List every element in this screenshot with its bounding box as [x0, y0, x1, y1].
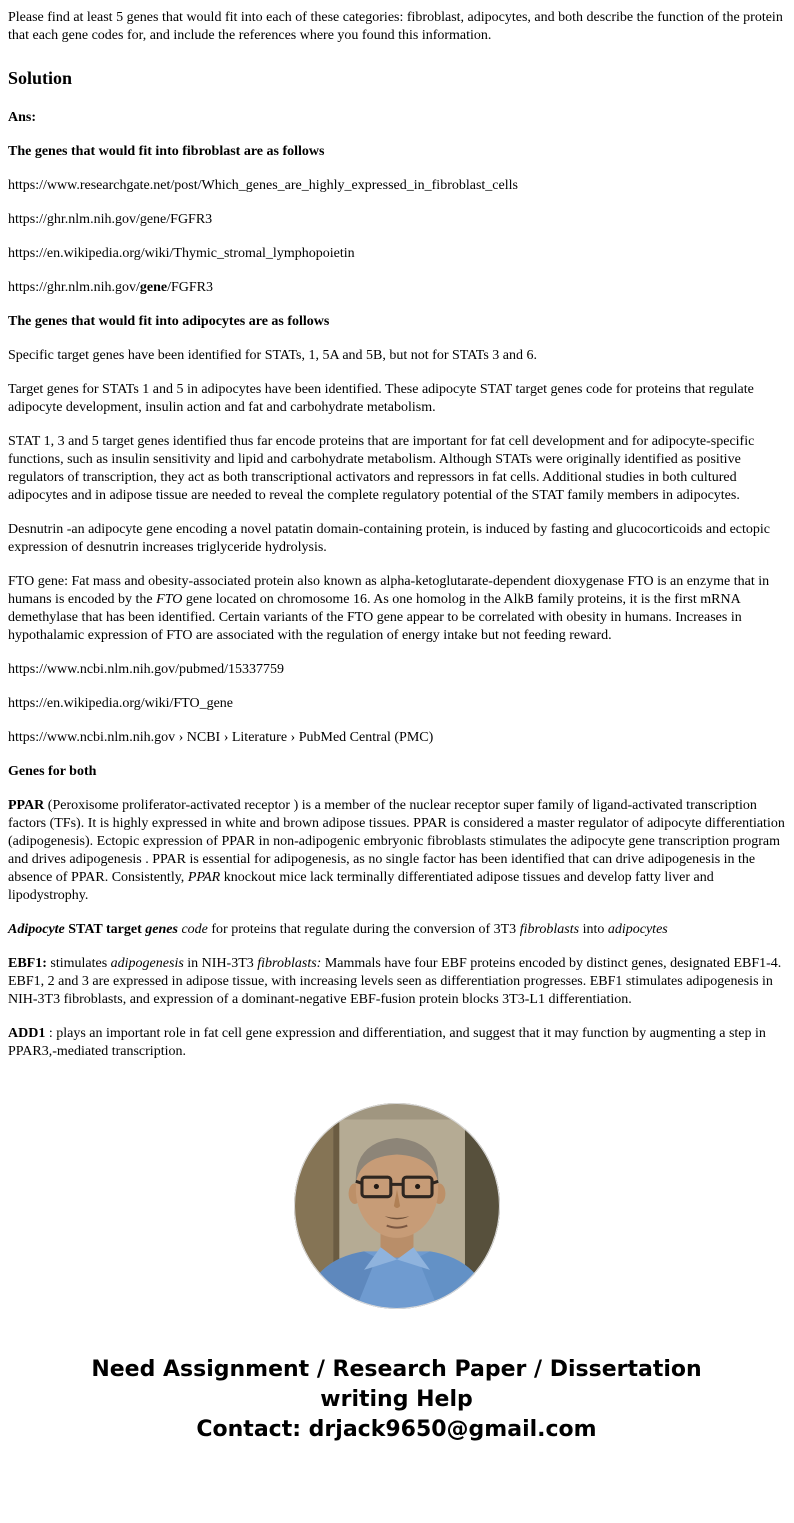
solution-heading: Solution — [8, 68, 73, 88]
reference-link-ncbi-breadcrumb: https://www.ncbi.nlm.nih.gov › NCBI › Literature › PubMed Central (PMC) — [8, 730, 434, 745]
reference-link-ghr-gene-fgfr3: https://ghr.nlm.nih.gov/gene/FGFR3 — [8, 280, 213, 295]
author-photo-container — [8, 1103, 785, 1309]
paragraph-stat-135: STAT 1, 3 and 5 target genes identified thus far encode proteins that are important for fat cell development and for adipocyte-specific functions, such as insulin sensitivity and lipid and carbohydrate metabolism. Although STATs were originally identified as positive regulators of transcription, they act as both transcriptional activators and repressors in fat cells. Additional studies in both cultured adipocytes and in adipose tissue are needed to reveal the complete regulatory potential of the STAT family members in adipocytes. — [8, 434, 755, 503]
fibroblast-section-heading: The genes that would fit into fibroblast are as follows — [8, 144, 325, 159]
paragraph-adipocyte-stat-target: Adipocyte STAT target genes code for proteins that regulate during the conversion of 3T3 fibroblasts into adipocytes — [8, 922, 668, 937]
paragraph-ppar: PPAR (Peroxisome proliferator-activated receptor ) is a member of the nuclear receptor super family of ligand-activated transcription factors (TFs). It is highly expressed in white and brown adipose tissues. PPAR is considered a master regulator of adipocyte differentiation (adipogenesis). Ectopic expression of PPAR in non-adipogenic embryonic fibroblasts stimulates the adipocyte gene transcription program and drives adipogenesis . PPAR is essential for adipogenesis, as no single factor has been identified that can drive adipogenesis in the absence of PPAR. Consistently, PPAR knockout mice lack terminally differentiated adipose tissues and develop fatty liver and lipodystrophy. — [8, 798, 785, 903]
adipocytes-section-heading: The genes that would fit into adipocytes are as follows — [8, 314, 330, 329]
paragraph-ebf1: EBF1: stimulates adipogenesis in NIH-3T3 fibroblasts: Mammals have four EBF proteins encoded by distinct genes, designated EBF1-4. EBF1, 2 and 3 are expressed in adipose tissue, with increasing levels seen as differentiation progresses. EBF1 stimulates adipogenesis in NIH-3T3 fibroblasts, and expression of a dominant-negative EBF-fusion protein blocks 3T3-L1 differentiation. — [8, 956, 782, 1007]
author-photo — [294, 1103, 500, 1309]
paragraph-add1: ADD1 : plays an important role in fat cell gene expression and differentiation, and suggest that it may function by augmenting a step in PPAR3,-mediated transcription. — [8, 1026, 766, 1059]
reference-link-ghr-fgfr3: https://ghr.nlm.nih.gov/gene/FGFR3 — [8, 212, 213, 227]
reference-link-pubmed: https://www.ncbi.nlm.nih.gov/pubmed/15337759 — [8, 662, 284, 677]
paragraph-target-genes: Target genes for STATs 1 and 5 in adipocytes have been identified. These adipocyte STAT target genes code for proteins that regulate adipocyte development, insulin action and fat and carbohydrate metabolism. — [8, 382, 754, 415]
question-paragraph: Please find at least 5 genes that would fit into each of these categories: fibroblast, adipocytes, and both describe the function of the protein that each gene codes for, and include the references where you found this information. — [8, 10, 783, 43]
reference-link-wikipedia-fto: https://en.wikipedia.org/wiki/FTO_gene — [8, 696, 234, 711]
paragraph-fto-gene: FTO gene: Fat mass and obesity-associated protein also known as alpha-ketoglutarate-dependent dioxygenase FTO is an enzyme that in humans is encoded by the FTO gene located on chromosome 16. As one homolog in the AlkB family proteins, it is the first mRNA demethylase that has been identified. Certain variants of the FTO gene appear to be correlated with obesity in humans. Increases in hypothalamic expression of FTO are associated with the regulation of energy intake but not feeding reward. — [8, 574, 770, 643]
footer-line-1: Need Assignment / Research Paper / Dissertation — [91, 1357, 702, 1382]
paragraph-stats-identified: Specific target genes have been identified for STATs, 1, 5A and 5B, but not for STATs 3 and 6. — [8, 348, 537, 363]
footer-cta — [8, 1355, 785, 1445]
paragraph-desnutrin: Desnutrin -an adipocyte gene encoding a novel patatin domain-containing protein, is induced by fasting and glucocorticoids and ectopic expression of desnutrin increases triglyceride hydrolysis. — [8, 522, 770, 555]
reference-link-researchgate: https://www.researchgate.net/post/Which_genes_are_highly_expressed_in_fibroblast_cells — [8, 178, 518, 193]
footer-contact-email: Contact: drjack9650@gmail.com — [196, 1417, 597, 1442]
footer-line-2: writing Help — [320, 1387, 473, 1412]
both-section-heading: Genes for both — [8, 764, 97, 779]
reference-link-wikipedia-tslp: https://en.wikipedia.org/wiki/Thymic_stromal_lymphopoietin — [8, 246, 355, 261]
ans-label: Ans: — [8, 110, 37, 125]
